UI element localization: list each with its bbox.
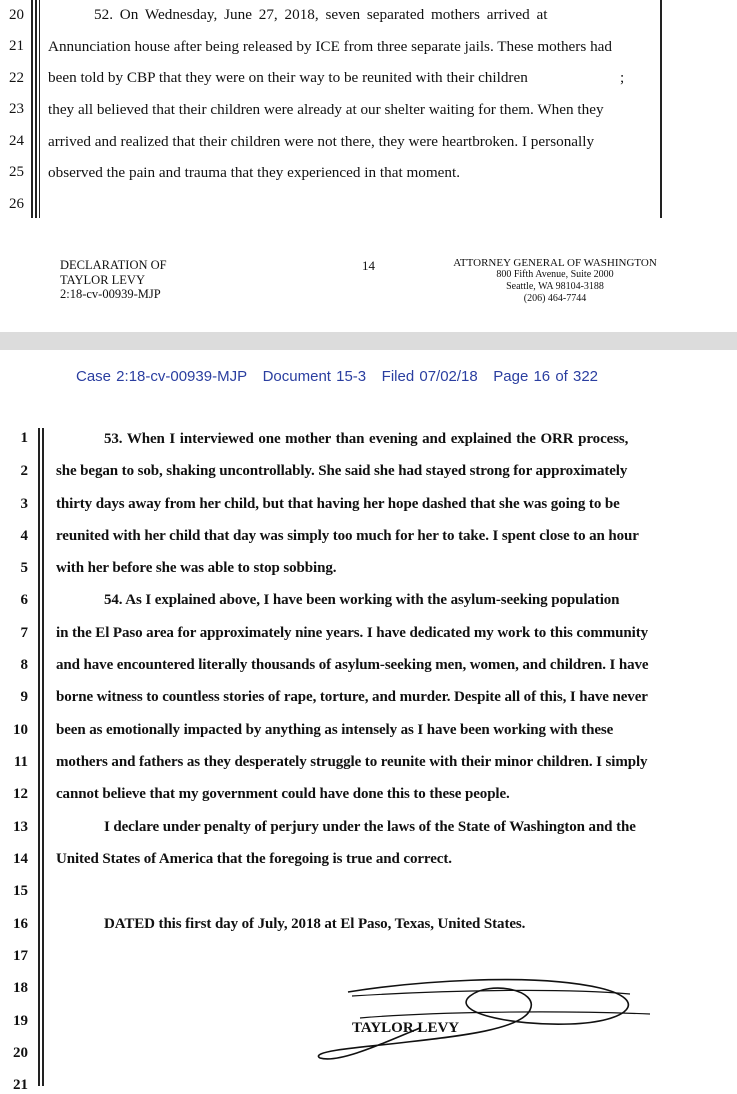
line-number: 16 xyxy=(13,916,28,932)
paragraph-line: 52. On Wednesday, June 27, 2018, seven separated mothers arrived at xyxy=(94,6,548,23)
line-number: 7 xyxy=(20,625,28,641)
line-number: 22 xyxy=(9,70,24,86)
line-number: 19 xyxy=(13,1013,28,1029)
line-number: 25 xyxy=(9,164,24,180)
paragraph-line: cannot believe that my government could have done this to these people. xyxy=(56,786,510,802)
paragraph-line: ; xyxy=(620,69,625,86)
line-number: 26 xyxy=(9,196,24,212)
paragraph-line: been as emotionally impacted by anything as intensely as I have been working with these xyxy=(56,722,614,738)
line-number: 6 xyxy=(20,592,28,608)
paragraph-line: she began to sob, shaking uncontrollably. She said she had stayed strong for approximately xyxy=(56,463,628,479)
line-number: 12 xyxy=(13,786,28,802)
paragraph-line: in the El Paso area for approximately nine years. I have dedicated my work to this community xyxy=(56,625,649,641)
ecf-document-number: Document 15-3 xyxy=(262,368,367,385)
paragraph-line: they all believed that their children were already at our shelter waiting for them. When they xyxy=(48,101,604,118)
paragraph-line: thirty days away from her child, but that having her hope dashed that she was going to be xyxy=(56,496,620,512)
ecf-case-number: Case 2:18-cv-00939-MJP xyxy=(76,368,248,385)
paragraph-line: and have encountered literally thousands of asylum-seeking men, women, and children. I have xyxy=(56,657,649,673)
line-number: 23 xyxy=(9,101,24,117)
line-number: 4 xyxy=(20,528,28,544)
line-number: 5 xyxy=(20,560,28,576)
line-number: 24 xyxy=(9,133,24,149)
footer-attorney-line: Seattle, WA 98104-3188 xyxy=(506,281,604,292)
current-page xyxy=(0,350,737,1093)
left-margin-line xyxy=(38,428,40,1086)
signature-scribble xyxy=(300,960,680,1070)
paragraph-line: been told by CBP that they were on their way to be reunited with their children xyxy=(48,69,528,86)
line-number: 21 xyxy=(9,38,24,54)
line-number: 17 xyxy=(13,948,28,964)
footer-caption-line: TAYLOR LEVY xyxy=(60,272,145,287)
line-number: 10 xyxy=(13,722,28,738)
ecf-filed-date: Filed 07/02/18 xyxy=(381,368,478,385)
footer-page-number: 14 xyxy=(362,258,375,273)
dated-line: DATED this first day of July, 2018 at El Paso, Texas, United States. xyxy=(104,916,526,932)
line-number: 11 xyxy=(13,754,28,770)
line-number: 20 xyxy=(13,1045,28,1061)
line-number: 20 xyxy=(9,7,24,23)
paragraph-line: I declare under penalty of perjury under the laws of the State of Washington and the xyxy=(104,819,636,835)
footer-attorney-block xyxy=(445,257,665,305)
footer-caption-line: DECLARATION OF xyxy=(60,258,167,272)
paragraph-line: arrived and realized that their children were not there, they were heartbroken. I personally xyxy=(48,133,595,150)
line-number: 9 xyxy=(20,689,28,705)
paragraph-line: observed the pain and trauma that they experienced in that moment. xyxy=(48,164,461,181)
footer-attorney-line: 800 Fifth Avenue, Suite 2000 xyxy=(496,269,614,280)
paragraph-line: Annunciation house after being released by ICE from three separate jails. These mothers had xyxy=(48,38,612,55)
paragraph-line: borne witness to countless stories of rape, torture, and murder. Despite all of this, I have never xyxy=(56,689,648,705)
line-number: 2 xyxy=(20,463,28,479)
footer-attorney-line: (206) 464-7744 xyxy=(523,293,587,304)
left-margin-line xyxy=(42,428,44,1086)
left-margin-line xyxy=(31,0,33,218)
paragraph-line: 53. When I interviewed one mother than evening and explained the ORR process, xyxy=(104,431,629,447)
footer-caption-line: 2:18-cv-00939-MJP xyxy=(60,287,161,301)
line-number: 3 xyxy=(20,496,28,512)
page-divider xyxy=(0,332,737,350)
left-margin-line xyxy=(39,0,40,218)
footer-caption xyxy=(60,258,167,302)
left-margin-line xyxy=(35,0,37,218)
line-number: 18 xyxy=(13,980,28,996)
paragraph-line: reunited with her child that day was simply too much for her to take. I spent close to an hour xyxy=(56,528,639,544)
signatory-name: TAYLOR LEVY xyxy=(352,1020,460,1036)
line-number: 8 xyxy=(20,657,28,673)
previous-page-fragment xyxy=(0,0,737,332)
paragraph-line: United States of America that the foregoing is true and correct. xyxy=(56,851,452,867)
paragraph-line: with her before she was able to stop sobbing. xyxy=(56,560,337,576)
line-number: 1 xyxy=(20,430,28,446)
ecf-page-count: Page 16 of 322 xyxy=(493,368,599,385)
paragraph-line: mothers and fathers as they desperately struggle to reunite with their minor children. I simply xyxy=(56,754,648,770)
line-number: 15 xyxy=(13,883,28,899)
right-margin-line xyxy=(660,0,662,218)
line-number: 14 xyxy=(13,851,28,867)
line-number: 13 xyxy=(13,819,28,835)
paragraph-line: 54. As I explained above, I have been working with the asylum-seeking population xyxy=(104,592,620,608)
ecf-header xyxy=(76,368,598,385)
footer-attorney-line: ATTORNEY GENERAL OF WASHINGTON xyxy=(453,257,657,269)
line-number: 21 xyxy=(13,1077,28,1093)
